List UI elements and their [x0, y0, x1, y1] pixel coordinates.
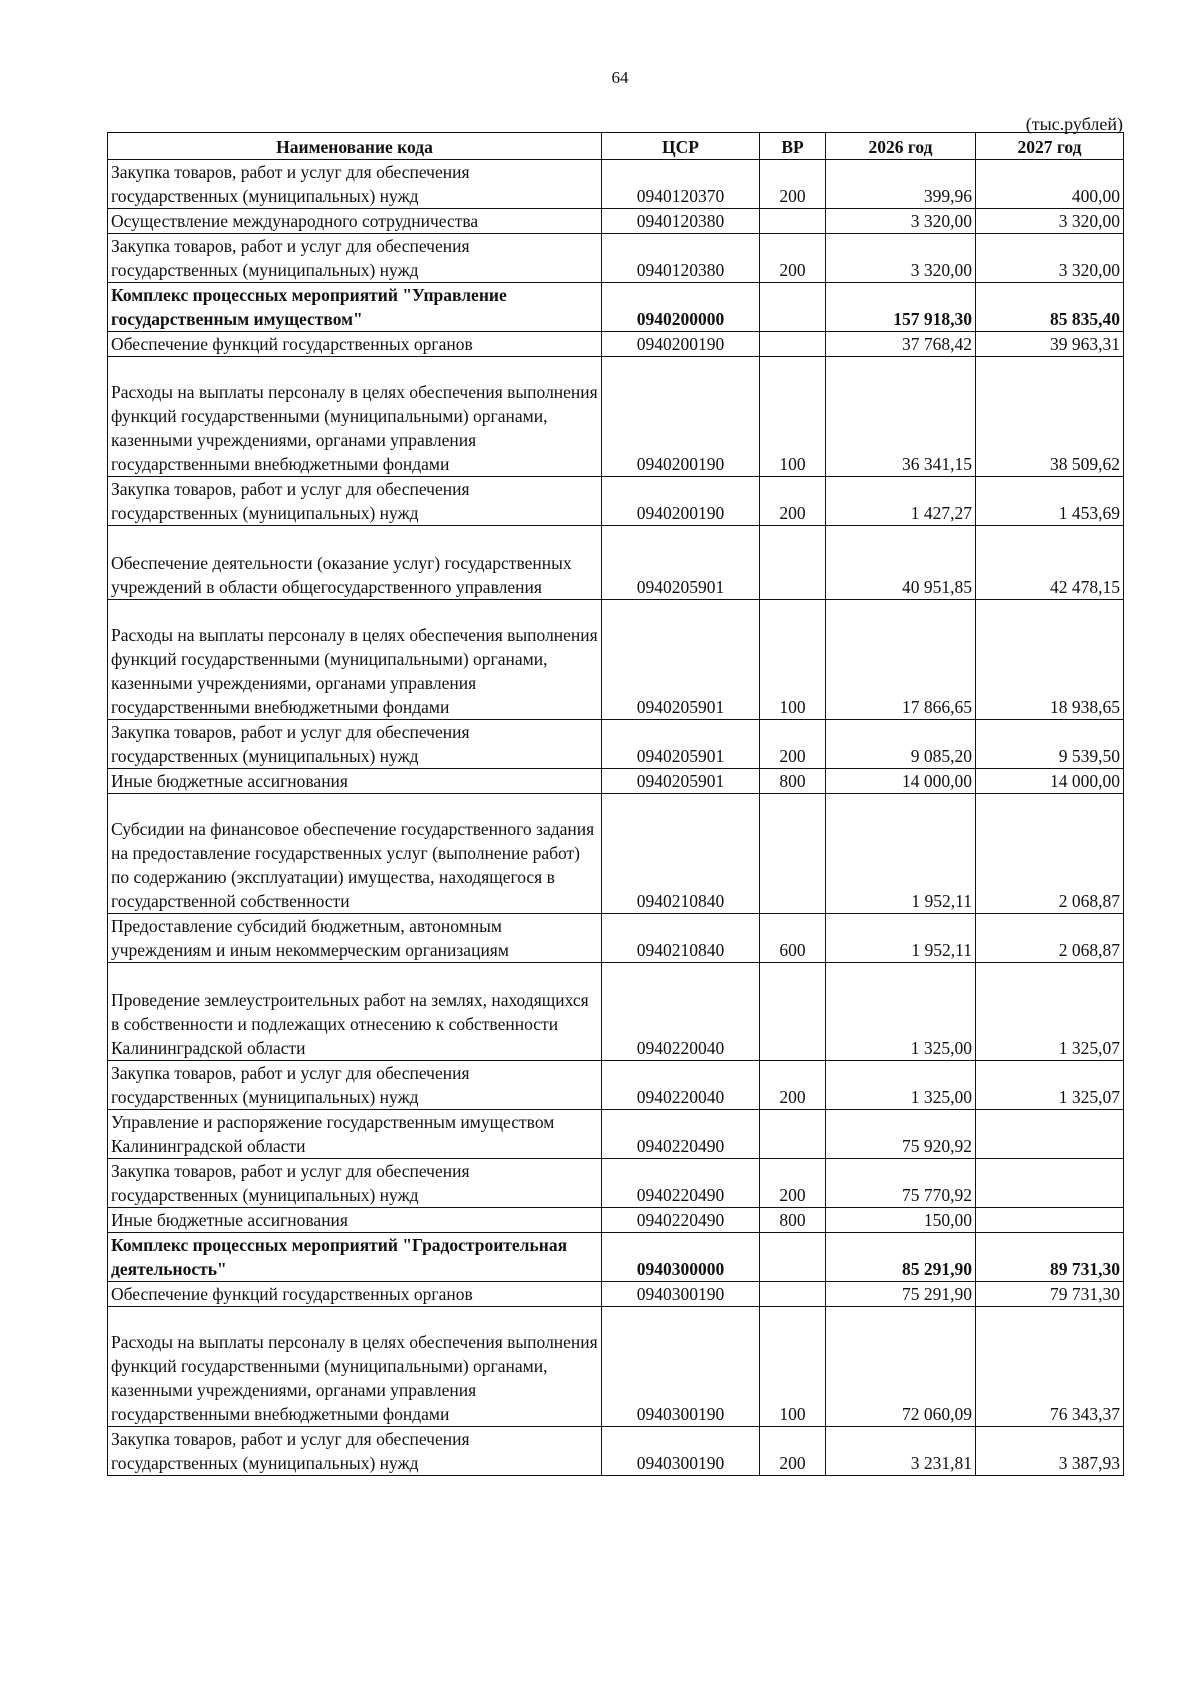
row-name-cell: Закупка товаров, работ и услуг для обеспечения государственных (муниципальных) нужд — [108, 1427, 602, 1476]
row-csr-cell: 0940220490 — [602, 1208, 760, 1233]
table-row — [108, 1233, 1124, 1282]
row-csr-cell: 0940200000 — [602, 283, 760, 332]
row-2026-cell: 157 918,30 — [826, 283, 976, 332]
table-row — [108, 526, 1124, 600]
row-name-cell: Расходы на выплаты персоналу в целях обеспечения выполнения функций государственными (муниципальными) органами, казенными учреждениями, органами управления государственными внебюджетными фондами — [108, 1307, 602, 1427]
row-name-cell: Обеспечение деятельности (оказание услуг) государственных учреждений в области общегосударственного управления — [108, 526, 602, 600]
table-row — [108, 794, 1124, 914]
row-name-cell: Обеспечение функций государственных органов — [108, 332, 602, 357]
row-2027-cell — [976, 1110, 1124, 1159]
row-name-cell: Расходы на выплаты персоналу в целях обеспечения выполнения функций государственными (муниципальными) органами, казенными учреждениями, органами управления государственными внебюджетными фондами — [108, 600, 602, 720]
table-row — [108, 1427, 1124, 1476]
row-vr-cell: 200 — [760, 1159, 826, 1208]
row-2026-cell: 1 325,00 — [826, 963, 976, 1061]
row-vr-cell — [760, 332, 826, 357]
row-vr-cell — [760, 1282, 826, 1307]
row-csr-cell: 0940205901 — [602, 526, 760, 600]
header-2027: 2027 год — [976, 133, 1124, 160]
row-2026-cell: 399,96 — [826, 160, 976, 209]
row-csr-cell: 0940120370 — [602, 160, 760, 209]
row-2027-cell: 39 963,31 — [976, 332, 1124, 357]
table-row — [108, 600, 1124, 720]
header-vr: ВР — [760, 133, 826, 160]
row-vr-cell — [760, 794, 826, 914]
row-name-cell: Расходы на выплаты персоналу в целях обеспечения выполнения функций государственными (муниципальными) органами, казенными учреждениями, органами управления государственными внебюджетными фондами — [108, 357, 602, 477]
row-vr-cell — [760, 283, 826, 332]
row-2027-cell: 1 325,07 — [976, 963, 1124, 1061]
table-row — [108, 160, 1124, 209]
row-2026-cell: 17 866,65 — [826, 600, 976, 720]
row-name-cell: Закупка товаров, работ и услуг для обеспечения государственных (муниципальных) нужд — [108, 477, 602, 526]
table-row — [108, 1110, 1124, 1159]
row-2026-cell: 150,00 — [826, 1208, 976, 1233]
row-csr-cell: 0940205901 — [602, 769, 760, 794]
table-row — [108, 332, 1124, 357]
row-csr-cell: 0940300190 — [602, 1282, 760, 1307]
row-csr-cell: 0940300000 — [602, 1233, 760, 1282]
row-csr-cell: 0940120380 — [602, 209, 760, 234]
table-row — [108, 283, 1124, 332]
row-2027-cell: 2 068,87 — [976, 794, 1124, 914]
row-2027-cell: 42 478,15 — [976, 526, 1124, 600]
row-csr-cell: 0940120380 — [602, 234, 760, 283]
row-2026-cell: 3 320,00 — [826, 209, 976, 234]
row-2026-cell: 1 952,11 — [826, 914, 976, 963]
row-csr-cell: 0940205901 — [602, 720, 760, 769]
row-2027-cell: 3 387,93 — [976, 1427, 1124, 1476]
row-2026-cell: 36 341,15 — [826, 357, 976, 477]
row-vr-cell: 800 — [760, 1208, 826, 1233]
row-2027-cell: 2 068,87 — [976, 914, 1124, 963]
row-2027-cell: 1 325,07 — [976, 1061, 1124, 1110]
header-name: Наименование кода — [108, 133, 602, 160]
row-csr-cell: 0940210840 — [602, 794, 760, 914]
row-2026-cell: 3 320,00 — [826, 234, 976, 283]
table-row — [108, 234, 1124, 283]
row-2026-cell: 14 000,00 — [826, 769, 976, 794]
table-row — [108, 1307, 1124, 1427]
row-csr-cell: 0940300190 — [602, 1307, 760, 1427]
row-2026-cell: 75 770,92 — [826, 1159, 976, 1208]
table-row — [108, 963, 1124, 1061]
table-row — [108, 1159, 1124, 1208]
row-name-cell: Обеспечение функций государственных органов — [108, 1282, 602, 1307]
row-vr-cell — [760, 1233, 826, 1282]
row-2026-cell: 1 325,00 — [826, 1061, 976, 1110]
row-2027-cell: 18 938,65 — [976, 600, 1124, 720]
page-number: 64 — [611, 68, 629, 87]
row-name-cell: Управление и распоряжение государственным имуществом Калининградской области — [108, 1110, 602, 1159]
row-vr-cell — [760, 526, 826, 600]
row-csr-cell: 0940210840 — [602, 914, 760, 963]
table-row — [108, 357, 1124, 477]
row-name-cell: Закупка товаров, работ и услуг для обеспечения государственных (муниципальных) нужд — [108, 160, 602, 209]
row-2027-cell: 9 539,50 — [976, 720, 1124, 769]
row-vr-cell: 200 — [760, 160, 826, 209]
row-csr-cell: 0940220490 — [602, 1110, 760, 1159]
row-2027-cell — [976, 1208, 1124, 1233]
row-name-cell: Иные бюджетные ассигнования — [108, 769, 602, 794]
row-2026-cell: 85 291,90 — [826, 1233, 976, 1282]
row-2027-cell: 400,00 — [976, 160, 1124, 209]
row-vr-cell: 200 — [760, 1427, 826, 1476]
table-row — [108, 720, 1124, 769]
units-label: (тыс.рублей) — [1025, 114, 1123, 134]
row-csr-cell: 0940220490 — [602, 1159, 760, 1208]
row-name-cell: Закупка товаров, работ и услуг для обеспечения государственных (муниципальных) нужд — [108, 234, 602, 283]
row-2027-cell: 38 509,62 — [976, 357, 1124, 477]
row-2026-cell: 72 060,09 — [826, 1307, 976, 1427]
row-vr-cell: 200 — [760, 1061, 826, 1110]
table-header-row — [108, 133, 1124, 160]
row-2026-cell: 9 085,20 — [826, 720, 976, 769]
row-2027-cell: 89 731,30 — [976, 1233, 1124, 1282]
table-row — [108, 914, 1124, 963]
row-2027-cell: 85 835,40 — [976, 283, 1124, 332]
row-2026-cell: 37 768,42 — [826, 332, 976, 357]
row-csr-cell: 0940220040 — [602, 1061, 760, 1110]
row-2027-cell: 76 343,37 — [976, 1307, 1124, 1427]
row-vr-cell: 100 — [760, 1307, 826, 1427]
row-2027-cell: 79 731,30 — [976, 1282, 1124, 1307]
header-csr: ЦСР — [602, 133, 760, 160]
row-vr-cell: 200 — [760, 720, 826, 769]
row-2027-cell: 1 453,69 — [976, 477, 1124, 526]
row-name-cell: Предоставление субсидий бюджетным, автономным учреждениям и иным некоммерческим организациям — [108, 914, 602, 963]
table-row — [108, 1282, 1124, 1307]
row-2026-cell: 40 951,85 — [826, 526, 976, 600]
row-vr-cell — [760, 963, 826, 1061]
row-vr-cell: 100 — [760, 600, 826, 720]
row-vr-cell: 100 — [760, 357, 826, 477]
row-csr-cell: 0940205901 — [602, 600, 760, 720]
row-name-cell: Закупка товаров, работ и услуг для обеспечения государственных (муниципальных) нужд — [108, 1159, 602, 1208]
row-name-cell: Иные бюджетные ассигнования — [108, 1208, 602, 1233]
table-row — [108, 1061, 1124, 1110]
row-csr-cell: 0940200190 — [602, 477, 760, 526]
row-vr-cell: 200 — [760, 477, 826, 526]
row-2026-cell: 1 952,11 — [826, 794, 976, 914]
row-vr-cell: 800 — [760, 769, 826, 794]
table-row — [108, 477, 1124, 526]
row-name-cell: Комплекс процессных мероприятий "Градостроительная деятельность" — [108, 1233, 602, 1282]
row-csr-cell: 0940300190 — [602, 1427, 760, 1476]
table-row — [108, 769, 1124, 794]
row-name-cell: Закупка товаров, работ и услуг для обеспечения государственных (муниципальных) нужд — [108, 720, 602, 769]
row-2027-cell — [976, 1159, 1124, 1208]
table-row — [108, 1208, 1124, 1233]
table-row — [108, 209, 1124, 234]
row-name-cell: Закупка товаров, работ и услуг для обеспечения государственных (муниципальных) нужд — [108, 1061, 602, 1110]
row-vr-cell: 600 — [760, 914, 826, 963]
row-2026-cell: 3 231,81 — [826, 1427, 976, 1476]
row-vr-cell — [760, 1110, 826, 1159]
row-csr-cell: 0940220040 — [602, 963, 760, 1061]
row-name-cell: Субсидии на финансовое обеспечение государственного задания на предоставление государственных услуг (выполнение работ) по содержанию (эксплуатации) имущества, находящегося в государственной собственности — [108, 794, 602, 914]
row-2026-cell: 75 291,90 — [826, 1282, 976, 1307]
row-csr-cell: 0940200190 — [602, 357, 760, 477]
row-name-cell: Комплекс процессных мероприятий "Управление государственным имуществом" — [108, 283, 602, 332]
row-csr-cell: 0940200190 — [602, 332, 760, 357]
row-vr-cell — [760, 209, 826, 234]
table-body — [108, 160, 1124, 1476]
row-2026-cell: 1 427,27 — [826, 477, 976, 526]
row-name-cell: Проведение землеустроительных работ на землях, находящихся в собственности и подлежащих отнесению к собственности Калининградской области — [108, 963, 602, 1061]
header-2026: 2026 год — [826, 133, 976, 160]
budget-table — [107, 132, 1124, 1476]
row-2027-cell: 14 000,00 — [976, 769, 1124, 794]
row-2027-cell: 3 320,00 — [976, 234, 1124, 283]
row-2027-cell: 3 320,00 — [976, 209, 1124, 234]
row-name-cell: Осуществление международного сотрудничества — [108, 209, 602, 234]
row-2026-cell: 75 920,92 — [826, 1110, 976, 1159]
row-vr-cell: 200 — [760, 234, 826, 283]
